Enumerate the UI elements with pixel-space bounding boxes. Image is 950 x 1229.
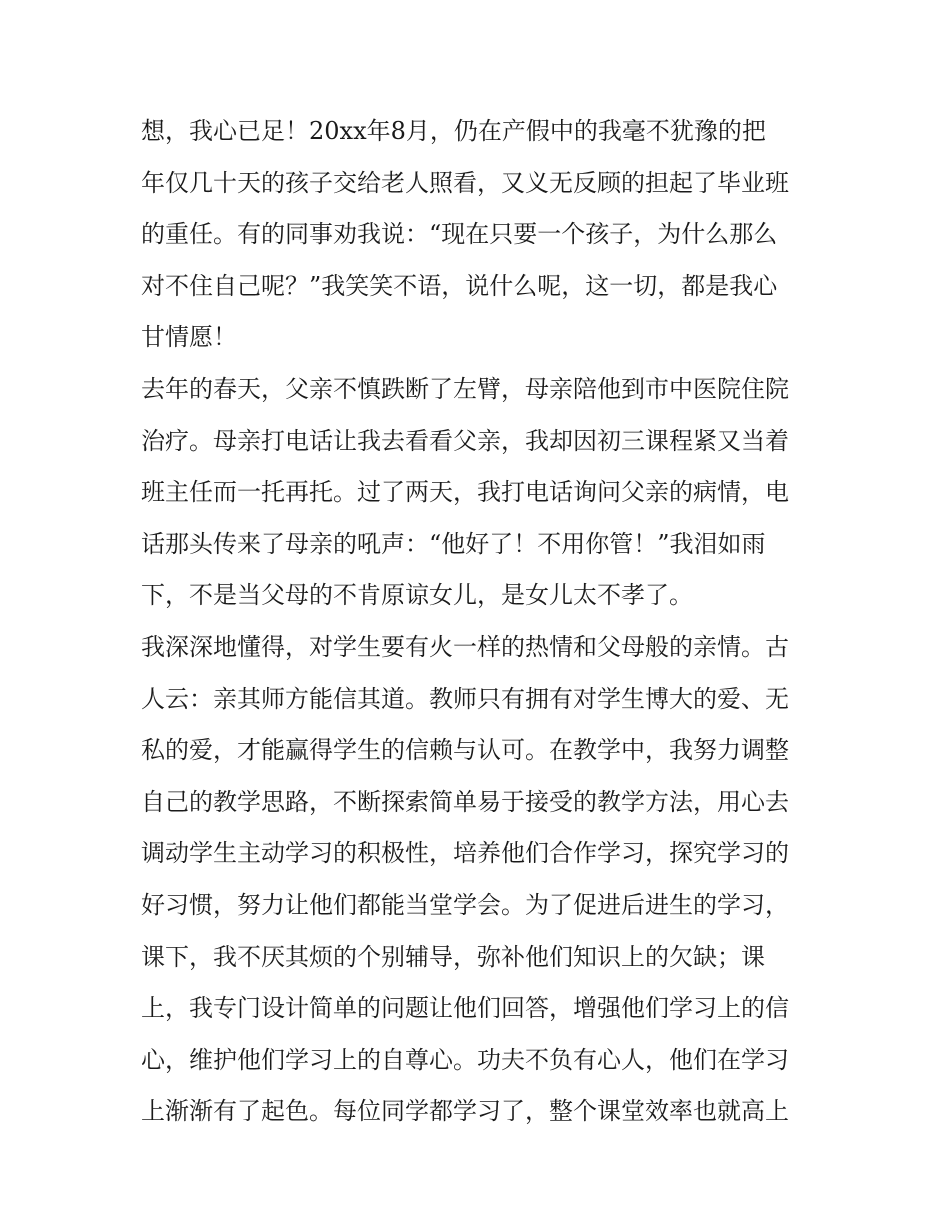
text-line: 自己的教学思路，不断探索简单易于接受的教学方法，用心去 [141,787,789,816]
text-line: 的重任。有的同事劝我说：“现在只要一个孩子，为什么那么 [141,220,778,249]
text-line: 年仅几十天的孩子交给老人照看，又义无反顾的担起了毕业班 [141,168,789,197]
text-line: 话那头传来了母亲的吼声：“他好了！不用你管！”我泪如雨 [141,529,766,558]
text-line: 下，不是当父母的不肯原谅女儿，是女儿太不孝了。 [141,581,693,610]
text-line: 我深深地懂得，对学生要有火一样的热情和父母般的亲情。古 [141,632,789,661]
text-line: 好习惯，努力让他们都能当堂学会。为了促进后进生的学习， [141,890,789,919]
text-line: 治疗。母亲打电话让我去看看父亲，我却因初三课程紧又当着 [141,426,789,455]
paragraph-1 [141,106,821,364]
text-line: 去年的春天，父亲不慎跌断了左臂，母亲陪他到市中医院住院 [141,374,789,403]
text-line: 对不住自己呢？”我笑笑不语，说什么呢，这一切，都是我心 [141,271,778,300]
paragraph-3 [141,622,821,1138]
text-line: 调动学生主动学习的积极性，培养他们合作学习，探究学习的 [141,839,789,868]
text-line: 上渐渐有了起色。每位同学都学习了，整个课堂效率也就高上 [141,1097,789,1126]
text-line: 甘情愿！ [141,323,237,352]
text-line: 上，我专门设计简单的问题让他们回答，增强他们学习上的信 [141,994,789,1023]
paragraph-2 [141,364,821,622]
text-line: 心，维护他们学习上的自尊心。功夫不负有心人，他们在学习 [141,1045,789,1074]
text-line: 课下，我不厌其烦的个别辅导，弥补他们知识上的欠缺；课 [141,942,765,971]
text-line: 想，我心已足！20xx年8月，仍在产假中的我毫不犹豫的把 [141,117,766,145]
text-line: 班主任而一托再托。过了两天，我打电话询问父亲的病情，电 [141,478,789,507]
text-line: 私的爱，才能赢得学生的信赖与认可。在教学中，我努力调整 [141,736,789,765]
document-body [141,106,821,1138]
text-line: 人云：亲其师方能信其道。教师只有拥有对学生博大的爱、无 [141,684,789,713]
